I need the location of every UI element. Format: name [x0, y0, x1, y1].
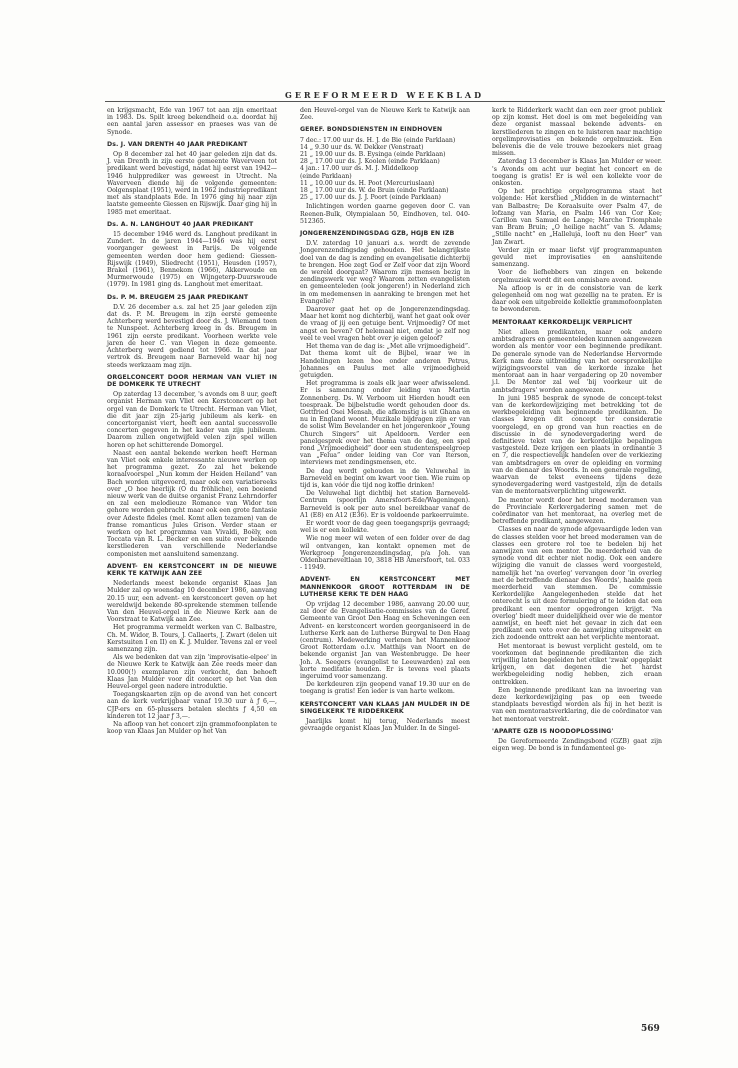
schedule-line: 7 dec.: 17.00 uur ds. H. J. de Bie (einde Parklaan) — [300, 136, 456, 144]
article-heading: JONGERENZENDINGSDAG GZB, HGJB EN IZB — [300, 230, 455, 238]
article-heading: GEREF. BONDSDIENSTEN IN EINDHOVEN — [300, 126, 443, 134]
service-schedule — [300, 137, 470, 202]
article-paragraph: Voor de liefhebbers van zingen en bekende orgelmuziek wordt dit een onmisbare avond. — [492, 269, 662, 284]
article-heading: Ds. J. VAN DRENTH 40 JAAR PREDIKANT — [107, 140, 248, 148]
article-paragraph: Na afloop is er in de consistorie van de kerk gelegenheid om nog wat gezellig na te praten. Er is daar ook een uitgebreide kollektie grammofoonplaten te bewonderen. — [492, 284, 662, 314]
masthead-title: GEREFORMEERD WEEKBLAD — [285, 90, 485, 100]
article-paragraph: Nederlands meest bekende organist Klaas Jan Mulder zal op woensdag 10 december 1986, aanvang 20.15 uur, een advent- en kerstconcert geven op het wereldwijd bekende 80-sprekende stemmen tellende Van den Heuvel-orgel in de Nieuwe Kerk aan de Voorstraat te Katwijk aan Zee. — [107, 580, 277, 624]
article-paragraph: Op het prachtige orgelprogramma staat het volgende: Het kerstlied „Midden in de winternacht” van Balbastre; De Koraalsuite over Psalm 47, de lofzang van Maria, en Psalm 146 van Cor Kee; Carillon van Samuel de Lange; Marche Triomphale van Bram Bruin; „O heilige nacht” van S. Adams; „Stille nacht” en „Halleluja, looft nu den Heer” van Jan Zwart. — [492, 188, 662, 246]
article-heading: KERSTCONCERT VAN KLAAS JAN MULDER IN DE SINGELKERK TE RIDDERKERK — [300, 700, 470, 715]
article-paragraph: Toegangskaarten zijn op de avond van het concert aan de kerk verkrijgbaar vanaf 19.30 uur à ƒ 6,—, CJP-ers en 65-plussers betalen slechts ƒ 4,50 en kinderen tot 12 jaar ƒ 3,—. — [107, 691, 277, 720]
article-heading: 'APARTE GZB IS NOODOPLOSSING' — [492, 727, 614, 735]
schedule-line: 11 „ 10.00 uur ds. H. Poot (Mercuriuslaan) — [300, 179, 435, 187]
article-paragraph: Een beginnende predikant kan na invoering van deze kerkordewijziging pas op een tweede standplaats bevestigd worden als hij in het bezit is van een mentoraatsverklaring, die de coördinator van het mentoraat verstrekt. — [492, 686, 662, 723]
article-paragraph: Het programma is zoals elk jaar weer afwisselend. Er is samenzang onder leiding van Martin Zonnenberg. Ds. W. Verboom uit Hierden houdt een toespraak. De bijbelstudie wordt gehouden door ds. Gottfried Osei Mensah, die afkomstig is uit Ghana en nu in England woont. Muzikale bijdragen zijn er van de solist Wim Bevelander en het jongerenkoor „Young Church Singers” uit Apeldoorn. Verder een panelgesprek over het thema van de dag, een spel rond „Vrijmoedigheid” door een studentenspeelgroep van „Felua” onder leiding van Cor van Iterson, interviews met zendingsmensen, etc. — [300, 380, 470, 467]
article-paragraph: De Veluwehal ligt dichtbij het station Barneveld-Centrum (spoorlijn Amersfoort-Ede/Wageningen). Barneveld is ook per auto snel bereikbaar vanaf de A1 (E8) en A12 (E36). Er is voldoende parkeerruimte. — [300, 490, 470, 519]
schedule-line: 18 „ 17.00 uur ds. W. de Bruin (einde Parklaan) — [300, 187, 449, 195]
article-paragraph: den Heuvel-orgel van de Nieuwe Kerk te Katwijk aan Zee. — [300, 107, 470, 122]
article-paragraph: Jaarlijks komt hij terug, Nederlands meest gevraagde organist Klaas Jan Mulder. In de Singel- — [300, 718, 470, 733]
article-paragraph: Er wordt voor de dag geen toegangsprijs gevraagd; wel is er een kollekte. — [300, 519, 470, 535]
article-heading: Ds. A. N. LANGHOUT 40 JAAR PREDIKANT — [107, 220, 254, 228]
article-paragraph: en krijgsmacht, Ede van 1967 tot aan zijn emeritaat in 1983. Ds. Spilt kreeg bekendheid o.a. doordat hij een aantal jaren assessor en praeses was van de Synode. — [107, 107, 277, 136]
article-paragraph: Het programma vermeldt werken van C. Balbastre, Ch. M. Widor, B. Tours, J. Callaerts, J. Zwart (delen uit Kerstsuiten I en II) en K. J. Mulder. Tevens zal er veel samenzang zijn. — [107, 624, 277, 654]
schedule-line: 25 „ 17.00 uur ds. J. J. Poort (einde Parklaan) — [300, 194, 441, 202]
article-paragraph: De kerkdeuren zijn geopend vanaf 19.30 uur en de toegang is gratis! Een ieder is van harte welkom. — [300, 681, 470, 696]
page-number: 569 — [641, 1024, 660, 1034]
article-heading: ADVENT- EN KERSTCONCERT MET MANNENKOOR GROOT ROTTERDAM IN DE LUTHERSE KERK TE DEN HAAG — [300, 576, 470, 598]
article-paragraph: De mentor wordt door het breed moderamen van de Provinciale Kerkvergadering samen met de coördinator van het mentoraat, na overleg met de betreffende predikant, aangewezen. — [492, 496, 662, 526]
column-right — [492, 107, 662, 753]
article-paragraph: In juni 1985 besprak de synode de concept-tekst van de kerkordewijziging met betrekking tot de werkbegeleiding van beginnende predikanten. De classes kregen dit concept ter consideratie voorgelegd, en op grond van hun reacties en de discussie in de synodevergadering werd de definitieve tekst van de kerkordelijke bepalingen vastgesteld. Deze krijgen een plaats in ordinantie 3 en 7, die respectievelijk handelen over de verkiezing van ambtsdragers en over de opleiding en vorming van de dienaar des Woords. In een generale regeling, waarvan de tekst eveneens tijdens deze synodevergadering werd vastgesteld, zijn de details van de mentoraatsverplichting uitgewerkt. — [492, 394, 662, 496]
article-paragraph: Het mentoraat is bewust verplicht gesteld, om te voorkomen dat beginnende predikanten die zich vrijwillig laten begeleiden het etiket 'zwak' opgeplakt krijgen, en dat degenen die het hardst werkbegeleiding nodig hebben, zich eraan onttrekken. — [492, 642, 662, 686]
article-paragraph: Zaterdag 13 december is Klaas Jan Mulder er weer. 's Avonds om acht uur begint het concert en de toegang is gratis! Er is wel een kollekte voor de onkosten. — [492, 158, 662, 188]
schedule-line: 28 „ 17.00 uur ds. J. Koolen (einde Parklaan) — [300, 158, 440, 166]
article-paragraph: Het thema van de dag is: „Met alle vrijmoedigheid”. Dat thema komt uit de Bijbel, waar we in Handelingen lezen hoe onder anderen Petrus, Johannes en Paulus met alle vrijmoedigheid getuigden. — [300, 343, 470, 379]
column-middle — [300, 107, 470, 733]
article-paragraph: Daarover gaat het op de Jongerenzendingsdag. Maar het komt nog dichterbij, want het gaat ook over de vraag of jij een getuige bent. Vrijmoedig? Of met angst en beven? Of helemaal niet, omdat je zelf nog veel te veel vragen hebt over je eigen geloof? — [300, 306, 470, 342]
schedule-line: 21 „ 19.00 uur ds. B. Eysinga (einde Parklaan) — [300, 151, 446, 159]
article-heading: ORGELCONCERT DOOR HERMAN VAN VLIET IN DE DOMKERK TE UTRECHT — [107, 373, 277, 388]
article-heading: ADVENT- EN KERSTCONCERT IN DE NIEUWE KERK TE KATWIJK AAN ZEE — [107, 562, 277, 577]
article-paragraph: Inlichtingen worden gaarne gegeven door C. van Reenen-Bulk, Olympialaan 50, Eindhoven, tel. 040-512365. — [300, 203, 470, 225]
article-paragraph: De dag wordt gehouden in de Veluwehal in Barneveld en begint om kwart voor tien. Wie ruim op tijd is, kan vóór die tijd nog koffie drinken! — [300, 467, 470, 489]
article-paragraph: 15 december 1946 werd ds. Langhout predikant in Zundert. In de jaren 1944—1946 was hij eerst voorganger geweest in Parijs. De volgende gemeenten werden door hem gediend: Giessen-Rijswijk (1949), Sliedrecht (1951), Heusden (1957), Brakel (1961), Bennekom (1966), Akkerwoude en Murmerwoude (1975) en Wijngeterp-Duurswoude (1979). In 1981 ging ds. Langhout met emeritaat. — [107, 231, 277, 289]
article-paragraph: Op 8 december zal het 40 jaar geleden zijn dat ds. J. van Drenth in zijn eerste gemeente Waverveen tot predikant werd bevestigd, nadat hij eerst van 1942—1946 hulpprediker was geweest in Utrecht. Na Waverveen diende hij de volgende gemeenten: Oolgensplaat (1951), werd in 1962 industriepredikant met als standplaats Ede. In 1976 ging hij naar zijn laatste gemeente Giessen en Rijswijk. Daar ging hij in 1985 met emeritaat. — [107, 151, 277, 216]
article-paragraph: Na afloop van het concert zijn grammofoonplaten te koop van Klaas Jan Mulder op het Van — [107, 721, 277, 736]
article-paragraph: D.V. zaterdag 10 januari a.s. wordt de zevende Jongerenzendingsdag gehouden. Het belangrijkste doel van de dag is zending en evangelisatie dichterbij te brengen. Hoe zegt God er Zelf voor dat zijn Woord de wereld doorgaat? Waarom zijn mensen bezig in zendingswerk ver weg? Waarom zetten evangelisten en gemeenteleden (ook jongeren!) in Nederland zich in om medemensen in aanraking te brengen met het Evangelie? — [300, 240, 470, 305]
article-paragraph: De Gereformeerde Zendingsbond (GZB) gaat zijn eigen weg. De bond is in fundamenteel ge- — [492, 738, 662, 753]
article-paragraph: Wie nog meer wil weten of een folder over de dag wil ontvangen, kan kontakt opnemen met de Werkgroep Jongerenzendingsdag, p/a Joh. van Oldenbarneveltlaan 10, 3818 HB Amersfoort, tel. 033 - 11949. — [300, 535, 470, 572]
article-heading: MENTORAAT KERKORDELIJK VERPLICHT — [492, 318, 633, 326]
article-paragraph: Op vrijdag 12 december 1986, aanvang 20.00 uur, zal door de Evangelisatie-commissies van de Geref. Gemeente van Groot Den Haag en Scheveningen een Advent- en kerstconcert worden georganiseerd in de Lutherse Kerk aan de Lutherse Burgwal te Den Haag (centrum). Medewerking verlenen het Mannenkoor Groot Rotterdam o.l.v. Matthijs van Noort en de bekende organist Jan van Westenbrugge. De heer Joh. A. Seegers (evangelist te Leeuwarden) zal een korte meditatie houden. Er is tevens veel plaats ingeruimd voor samenzang. — [300, 601, 470, 681]
header-rule — [105, 101, 665, 102]
schedule-line: 4 jan.: 17.00 uur ds. M. J. Middelkoop — [300, 165, 419, 173]
column-left — [107, 107, 277, 736]
article-paragraph: Als we bedenken dat van zijn 'improvisatie-elpee' in de Nieuwe Kerk te Katwijk aan Zee reeds meer dan 10.000(!) exemplaren zijn verkocht, dan behoeft Klaas Jan Mulder voor dit concert op het Van den Heuvel-orgel geen nadere introduktie. — [107, 654, 277, 691]
article-paragraph: Niet alleen predikanten, maar ook andere ambtsdragers en gemeenteleden kunnen aangewezen worden als mentor voor een beginnende predikant. De generale synode van de Nederlandse Hervormde Kerk nam deze uitbreiding van het oorspronkelijke wijzigingsvoorstel van de kerkorde inzake het mentoraat aan in haar vergadering op 20 november j.l. De Mentor zal wel 'bij voorkeur uit de ambtsdragers' worden aangewezen. — [492, 328, 662, 394]
schedule-line: (einde Parklaan) — [300, 172, 352, 180]
schedule-line: 14 „ 9.30 uur ds. W. Dekker (Venstraat) — [300, 143, 424, 151]
article-paragraph: D.V. 26 december a.s. zal het 25 jaar geleden zijn dat ds. P. M. Breugem in zijn eerste gemeente Achterberg werd bevestigd door ds. J. Wiemand toen te Nunspeet. Achterberg kreeg in ds. Breugem in 1961 zijn eerste predikant. Voorheen werkte vele jaren de heer C. van Viegen in deze gemeente. Achterberg werd gediend tot 1966. In dat jaar vertrok ds. Breugem naar Barneveld waar hij nog steeds werkzaam mag zijn. — [107, 303, 277, 369]
article-paragraph: Naast een aantal bekende werken heeft Herman van Vliet ook enkele interessante nieuwe werken op het programma gezet. Zo zal het bekende koraalvoorspel „Nun komm der Heiden Heiland” van Bach worden uitgevoerd, maar ook een variatiereeks over „O hoe heerlijk (O du fröhliche), een boeiend nieuw werk van de duitse organist Franz Lehrndorfer en zal een melodieuze Romance van Widor ten gehore worden gebracht maar ook een grote fantasie over Adeste fideles (mel. Komt allen tezamen) van de franse romanticus Jules Grison. Verder staan er werken op het programma van Vivaldi, Boëly, een Toccata van R. L. Becker en een suite over bekende kerstliederen van verschillende Nederlandse componisten met aansluitend samenzang. — [107, 449, 277, 558]
article-paragraph: Verder zijn er maar liefst vijf programmapunten gevuld met improvisaties en aansluitende samenzang. — [492, 246, 662, 269]
article-paragraph: Classes en naar de synode afgevaardigde leden van de classes stelden voor het breed moderamen van de classes een grotere rol toe te bedelen bij het aanwijzen van een mentor. De meerderheid van de synode vond dit echter niet nodig. Ook een andere wijziging die vanuit de classes werd voorgesteld, namelijk het 'na overleg' vervangen door 'in overleg met de betreffende dienaar des Woords', haalde geen meerderheid van stemmen. De commissie Kerkordelijke Aangelegenheden stelde dat het onterecht is uit deze formulering af te leiden dat een predikant een mentor opgedrongen krijgt. 'Na overleg' biedt meer duidelijkheid over wie de mentor aanwijst, en heeft niet het gevaar in zich dat een predikant een veto over de aanwijzing uitspreekt en zich zodoende onttrekt aan het verplichte mentoraat. — [492, 526, 662, 642]
article-paragraph: kerk te Ridderkerk wacht dan een zeer groot publiek op zijn komst. Het doel is om met begeleiding van deze organist massaal bekende advents- en kerstliederen te zingen en te luisteren naar machtige orgelimprovisaties en bekende orgelmuziek. Een belevenis die de vele trouwe bezoekers niet graag missen. — [492, 107, 662, 158]
article-paragraph: Op zaterdag 13 december, 's avonds om 8 uur, geeft organist Herman van Vliet een Kerstconcert op het orgel van de Domkerk te Utrecht. Herman van Vliet, die dit jaar zijn 25-jarig jubileum als kerk- en concertorganist viert, heeft een aantal successvolle concerten gegeven in het kader van zijn jubileum. Daarom zullen ongetwijfeld velen zijn spel willen horen op het schitterende Domorgel. — [107, 391, 277, 449]
article-heading: Ds. P. M. BREUGEM 25 JAAR PREDIKANT — [107, 293, 249, 301]
